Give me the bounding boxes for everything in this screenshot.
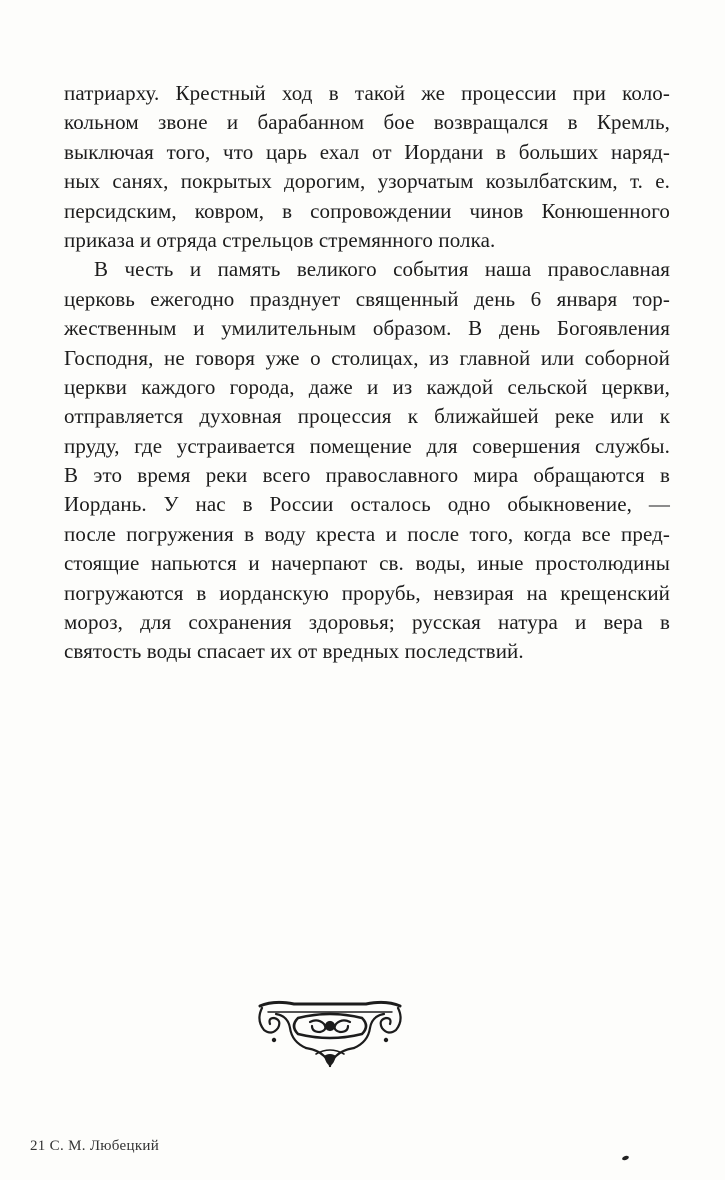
text-line: персидским, ковром, в сопровождении чинов Конюшенного	[64, 198, 670, 223]
body-text	[64, 79, 670, 667]
text-line: ных санях, покрытых дорогим, узорчатым козылбатским, т. е.	[64, 169, 670, 194]
page-number: 21	[30, 1138, 46, 1154]
text-line: Господня, не говоря уже о столицах, из главной или соборной	[64, 345, 670, 370]
text-line: кольном звоне и барабанном бое возвращался в Кремль,	[64, 110, 670, 135]
text-line: пруду, где устраивается помещение для совершения службы.	[64, 433, 670, 458]
text-line: церкви каждого города, даже и из каждой сельской церкви,	[64, 374, 670, 399]
text-line: святость воды спасает их от вредных последствий.	[64, 639, 524, 664]
text-line: погружаются в иорданскую прорубь, невзирая на крещенский	[64, 580, 670, 605]
decorative-vignette-icon	[254, 996, 406, 1068]
ink-speck	[622, 1155, 630, 1161]
text-line: выключая того, что царь ехал от Иордани в больших наряд-	[64, 139, 670, 164]
text-line: Иордань. У нас в России осталось одно обыкновение, —	[64, 492, 670, 517]
text-line: В это время реки всего православного мира обращаются в	[64, 463, 670, 488]
text-line: церковь ежегодно празднует священный день 6 января тор-	[64, 286, 670, 311]
text-line: жественным и умилительным образом. В день Богоявления	[64, 316, 670, 341]
paragraph-start-line: В честь и память великого события наша православная	[94, 257, 670, 282]
text-line: мороз, для сохранения здоровья; русская натура и вера в	[64, 610, 670, 635]
text-line: отправляется духовная процессия к ближайшей реке или к	[64, 404, 670, 429]
text-line: стоящие напьются и начерпают св. воды, иные простолюдины	[64, 551, 670, 576]
page-footer	[30, 1138, 159, 1155]
text-line: после погружения в воду креста и после того, когда все пред-	[64, 521, 670, 546]
running-author: С. М. Любецкий	[49, 1138, 160, 1154]
text-line: патриарху. Крестный ход в такой же процессии при коло-	[64, 81, 670, 105]
text-line: приказа и отряда стрельцов стремянного полка.	[64, 227, 496, 252]
